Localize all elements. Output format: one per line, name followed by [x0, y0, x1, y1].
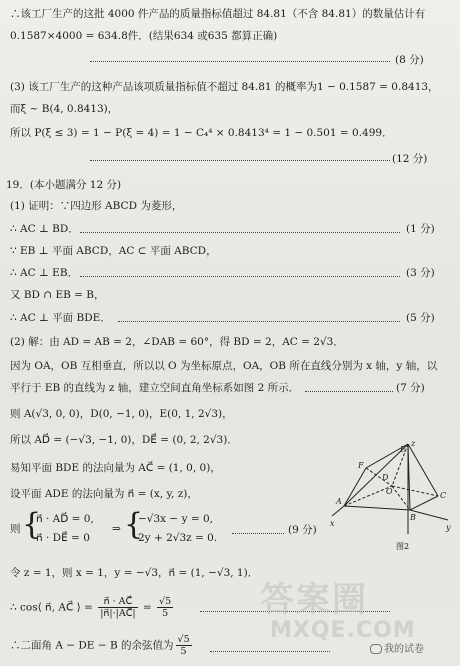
numerator: n⃗ · AC⃗: [98, 596, 137, 608]
figure-2-diagram: [330, 438, 455, 538]
axis-label-y: y: [446, 523, 451, 532]
text-line: ∴ AC ⊥ EB．: [10, 267, 79, 279]
final-answer: [10, 634, 194, 657]
dotted-leader: [210, 651, 330, 652]
text-line: 令 z = 1，则 x = 1，y = −√3，n⃗ = (1, −√3, 1)．: [10, 567, 259, 579]
equation: n⃗ · AD⃗ = 0,: [36, 513, 94, 525]
point-label-o: O: [386, 487, 393, 496]
numerator: √5: [159, 596, 172, 607]
dotted-leader: [80, 276, 400, 277]
text-line: 则 A(√3, 0, 0)，D(0, −1, 0)，E(0, 1, 2√3)，: [10, 408, 233, 420]
text-line: 平行于 EB 的直线为 z 轴，建立空间直角坐标系如图 2 所示．: [10, 382, 300, 394]
final-prefix: ∴二面角 A − DE − B 的余弦值为: [10, 639, 174, 652]
score-hint: (9 分): [288, 524, 317, 536]
dotted-leader: [118, 321, 400, 322]
text-line: 而ξ ~ B(4, 0.8413)，: [10, 103, 119, 115]
denominator: |n⃗|·|AC⃗|: [100, 608, 136, 619]
score-hint: (3 分): [406, 267, 435, 279]
text-line: 所以 AD⃗ = (−√3, −1, 0)，DE⃗ = (0, 2, 2√3)．: [10, 434, 238, 446]
left-brace: {: [124, 507, 144, 542]
fraction: [157, 596, 173, 619]
chat-icon: [370, 644, 382, 654]
system-label: 则: [10, 523, 21, 535]
equation: −√3x − y = 0,: [138, 513, 213, 525]
cos-formula: [10, 596, 175, 619]
fraction: [98, 596, 137, 619]
score-hint: (8 分): [395, 54, 424, 66]
axis-label-z: z: [411, 439, 416, 448]
text-line: 所以 P(ξ ≤ 3) = 1 − P(ξ = 4) = 1 − C₄⁴ × 0.8413⁴ = 1 − 0.501 = 0.499．: [10, 127, 393, 139]
numerator: √5: [177, 634, 190, 645]
text-line: 0.1587×4000 = 634.8件．(结果634 或635 都算正确): [10, 30, 278, 42]
text-line: (2) 解：由 AD = AB = 2，∠DAB = 60°，得 BD = 2，AC = 2√3．: [10, 336, 344, 348]
text-line: ∴ AC ⊥ 平面 BDE．: [10, 312, 111, 324]
equals-sign: =: [139, 601, 156, 614]
dotted-leader: [232, 533, 284, 534]
text-line: 易知平面 BDE 的法向量为 AC⃗ = (1, 0, 0)，: [10, 462, 221, 474]
denominator: 5: [162, 608, 169, 619]
fraction: [176, 634, 192, 657]
axis-label-x: x: [330, 519, 335, 528]
point-label-b: B: [410, 513, 416, 522]
text-line: ∴该工厂生产的这批 4000 件产品的质量指标值超过 84.81（不含 84.81）的数量估计有: [10, 8, 426, 20]
text-line: 设平面 ADE 的法向量为 n⃗ = (x, y, z)，: [10, 488, 198, 500]
text-line: 又 BD ∩ EB = B，: [10, 289, 105, 301]
text-line: ∴ AC ⊥ BD．: [10, 223, 79, 235]
point-label-d: D: [382, 473, 389, 482]
dotted-leader: [305, 391, 393, 392]
score-hint: (7 分): [396, 382, 425, 394]
dotted-leader: [90, 61, 390, 62]
text-line: ∵ EB ⊥ 平面 ABCD，AC ⊂ 平面 ABCD，: [10, 245, 217, 257]
question-heading: 19．(本小题满分 12 分): [6, 179, 122, 191]
score-hint: (1 分): [406, 223, 435, 235]
point-label-e: E: [400, 445, 406, 454]
text-line: 因为 OA，OB 互相垂直，所以以 O 为坐标原点，OA，OB 所在直线分别为 x 轴，y 轴，以: [10, 360, 438, 372]
dotted-leader: [80, 232, 400, 233]
watermark-domain: MXQE.COM: [270, 618, 416, 643]
brand-label: 我的试卷: [384, 644, 424, 655]
point-label-a: A: [336, 497, 342, 506]
point-label-c: C: [440, 491, 447, 500]
figure-caption: 图2: [396, 542, 410, 551]
text-line: (3) 该工厂生产的这种产品该项质量指标值不超过 84.81 的概率为1 − 0.1587 = 0.8413，: [10, 81, 439, 93]
watermark-text: 答案圈: [260, 580, 368, 620]
denominator: 5: [180, 646, 187, 657]
left-brace: {: [22, 507, 42, 542]
cos-prefix: ∴ cos⟨ n⃗, AC⃗ ⟩ =: [10, 601, 97, 614]
text-line: (1) 证明：∵四边形 ABCD 为菱形，: [10, 200, 183, 212]
point-label-f: F: [358, 461, 364, 470]
brand-badge: [370, 640, 424, 655]
score-hint: (5 分): [406, 312, 435, 324]
dotted-leader: [90, 160, 390, 161]
score-hint: (12 分): [392, 153, 428, 165]
equation: 2y + 2√3z = 0.: [138, 532, 218, 544]
equation: n⃗ · DE⃗ = 0: [36, 532, 90, 544]
implies-arrow: ⇒: [112, 523, 121, 535]
